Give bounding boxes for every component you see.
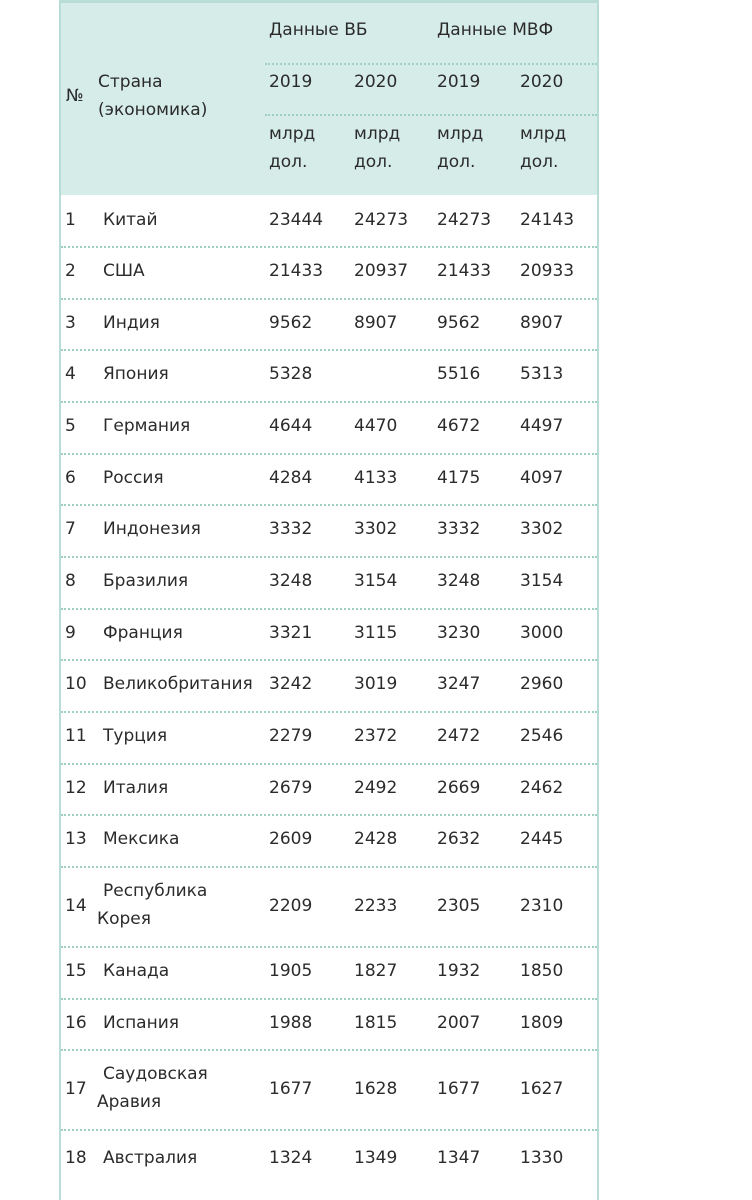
row-value: 1827: [354, 961, 398, 981]
row-number: 18: [65, 1148, 87, 1168]
row-country: США: [103, 261, 145, 281]
row-value: 1905: [269, 961, 313, 981]
row-value: 2445: [520, 829, 564, 849]
row-value: 1815: [354, 1013, 398, 1033]
row-value: 3248: [269, 571, 313, 591]
row-value: 2960: [520, 674, 564, 694]
header-year-wb-2019: 2019: [269, 72, 313, 92]
row-country: Япония: [103, 364, 169, 384]
row-value: 3248: [437, 571, 481, 591]
row-value: 3019: [354, 674, 398, 694]
row-country: Мексика: [103, 829, 180, 849]
row-country: Россия: [103, 468, 164, 488]
row-value: 4133: [354, 468, 398, 488]
row-country: Италия: [103, 778, 169, 798]
table-row: [61, 609, 597, 660]
row-value: 2209: [269, 896, 313, 916]
row-value: 1627: [520, 1079, 564, 1099]
row-value: 3332: [269, 519, 313, 539]
row-value: 3242: [269, 674, 313, 694]
table-row: [61, 350, 597, 402]
row-value: 4497: [520, 416, 564, 436]
row-number: 13: [65, 829, 87, 849]
row-value: 3321: [269, 623, 313, 643]
row-value: 3000: [520, 623, 564, 643]
row-value: 3154: [520, 571, 564, 591]
row-number: 12: [65, 778, 87, 798]
row-value: 1677: [437, 1079, 481, 1099]
header-imf: Данные МВФ: [437, 20, 554, 40]
header-unit: млрд дол.: [269, 124, 316, 172]
row-value: 1324: [269, 1148, 313, 1168]
table-row: [61, 712, 597, 764]
header-unit: млрд дол.: [354, 124, 401, 172]
header-unit: млрд дол.: [520, 124, 567, 172]
row-country: Турция: [103, 726, 168, 746]
row-value: 2632: [437, 829, 481, 849]
table-row: [61, 947, 597, 999]
row-number: 17: [65, 1079, 87, 1099]
row-value: 2428: [354, 829, 398, 849]
row-value: 3230: [437, 623, 481, 643]
table-row: [61, 660, 597, 712]
row-value: 2492: [354, 778, 398, 798]
row-number: 9: [65, 623, 76, 643]
table-row: [61, 557, 597, 609]
row-number: 1: [65, 210, 76, 230]
row-value: 2007: [437, 1013, 481, 1033]
row-value: 4284: [269, 468, 313, 488]
row-value: 24273: [354, 210, 409, 230]
row-value: 5516: [437, 364, 481, 384]
table-row: [61, 867, 597, 947]
row-value: 2305: [437, 896, 481, 916]
row-number: 14: [65, 896, 87, 916]
row-number: 3: [65, 313, 76, 333]
header-num: №: [66, 86, 84, 106]
row-value: 3332: [437, 519, 481, 539]
row-value: 4644: [269, 416, 313, 436]
row-value: 5328: [269, 364, 313, 384]
table-row: [61, 299, 597, 350]
row-value: 2310: [520, 896, 564, 916]
row-number: 7: [65, 519, 76, 539]
row-value: 2372: [354, 726, 398, 746]
row-value: 9562: [269, 313, 313, 333]
row-country: Канада: [103, 961, 170, 981]
row-value: 20933: [520, 261, 575, 281]
row-value: 2472: [437, 726, 481, 746]
row-value: 1349: [354, 1148, 398, 1168]
row-country: Великобритания: [103, 674, 253, 694]
header-divider: [265, 114, 597, 116]
row-value: 3302: [354, 519, 398, 539]
row-country: Германия: [103, 416, 191, 436]
row-number: 8: [65, 571, 76, 591]
row-number: 2: [65, 261, 76, 281]
row-value: 3247: [437, 674, 481, 694]
row-value: 4470: [354, 416, 398, 436]
row-number: 6: [65, 468, 76, 488]
row-value: 3115: [354, 623, 398, 643]
table-row: [61, 454, 597, 505]
row-value: 5313: [520, 364, 564, 384]
row-value: 4672: [437, 416, 481, 436]
row-value: 8907: [520, 313, 564, 333]
table-frame-right: [597, 0, 599, 1200]
row-value: 1850: [520, 961, 564, 981]
row-country: Франция: [103, 623, 183, 643]
row-value: 21433: [437, 261, 492, 281]
row-value: 1809: [520, 1013, 564, 1033]
row-value: 2462: [520, 778, 564, 798]
row-number: 5: [65, 416, 76, 436]
row-value: 1932: [437, 961, 481, 981]
row-country: Индонезия: [103, 519, 201, 539]
row-value: 3154: [354, 571, 398, 591]
row-value: 24273: [437, 210, 492, 230]
table-row: [61, 764, 597, 815]
table-row: [61, 505, 597, 557]
row-value: 1347: [437, 1148, 481, 1168]
table-row: [61, 196, 597, 247]
row-number: 16: [65, 1013, 87, 1033]
row-value: 1330: [520, 1148, 564, 1168]
header-wb: Данные ВБ: [269, 20, 368, 40]
table-row: [61, 815, 597, 867]
row-country: Саудовская Аравия: [97, 1064, 208, 1112]
row-value: 20937: [354, 261, 409, 281]
table-row: [61, 1130, 597, 1190]
row-value: 2233: [354, 896, 398, 916]
row-value: 2279: [269, 726, 313, 746]
row-number: 10: [65, 674, 87, 694]
row-value: 21433: [269, 261, 324, 281]
row-country: Испания: [103, 1013, 179, 1033]
table-row: [61, 402, 597, 454]
table-row: [61, 999, 597, 1050]
row-country: Австралия: [103, 1148, 198, 1168]
row-value: 24143: [520, 210, 575, 230]
row-value: 1988: [269, 1013, 313, 1033]
row-value: 3302: [520, 519, 564, 539]
header-divider: [265, 63, 597, 65]
header-unit: млрд дол.: [437, 124, 484, 172]
row-value: 1628: [354, 1079, 398, 1099]
header-year-imf-2020: 2020: [520, 72, 564, 92]
row-country: Индия: [103, 313, 160, 333]
row-value: 23444: [269, 210, 324, 230]
header-year-wb-2020: 2020: [354, 72, 398, 92]
row-country: Республика Корея: [97, 881, 208, 929]
header-year-imf-2019: 2019: [437, 72, 481, 92]
row-number: 11: [65, 726, 87, 746]
row-number: 15: [65, 961, 87, 981]
row-value: 2669: [437, 778, 481, 798]
row-value: 2546: [520, 726, 564, 746]
row-value: 4175: [437, 468, 481, 488]
row-value: 9562: [437, 313, 481, 333]
row-value: 2679: [269, 778, 313, 798]
header-country: Страна (экономика): [98, 72, 208, 120]
row-value: 4097: [520, 468, 564, 488]
row-value: 8907: [354, 313, 398, 333]
table-row: [61, 1050, 597, 1130]
row-value: 1677: [269, 1079, 313, 1099]
table-row: [61, 247, 597, 299]
row-number: 4: [65, 364, 76, 384]
row-country: Китай: [103, 210, 158, 230]
row-country: Бразилия: [103, 571, 189, 591]
row-value: 2609: [269, 829, 313, 849]
